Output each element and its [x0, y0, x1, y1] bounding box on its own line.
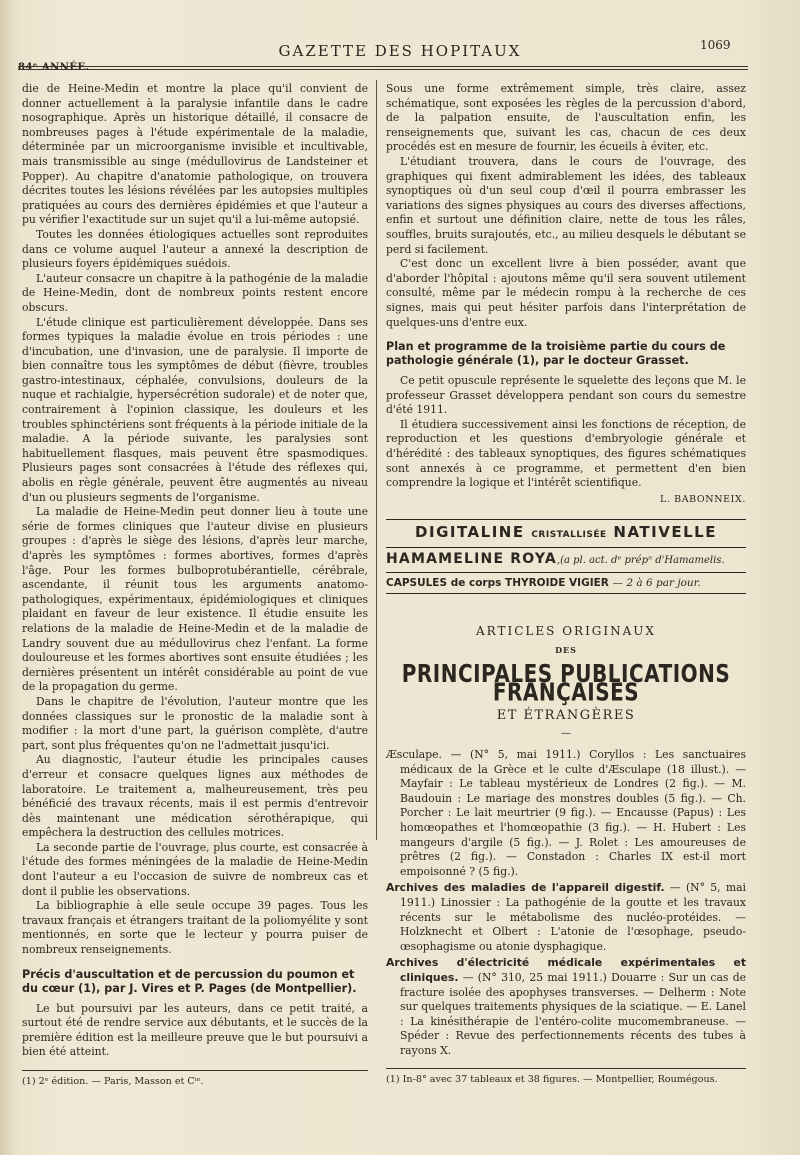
ad-capsules-dose: — 2 à 6 par jour. [612, 577, 701, 590]
precis-heading: Précis d'auscultation et de percussion du poumon et du cœur (1), par J. Vires et P. Pages (de Montpellier). [22, 967, 357, 995]
ad-rule-1 [386, 547, 746, 548]
left-footnote: (1) 2ᵉ édition. — Paris, Masson et Cⁱᵉ. [22, 1076, 204, 1087]
ad-nativelle-word: NATIVELLE [613, 523, 717, 542]
right-footnote: (1) In-8° avec 37 tableaux et 38 figures. — Montpellier, Roumégous. [386, 1074, 718, 1086]
ad-digitaline [386, 522, 746, 545]
articles-main-title: PRINCIPALES PUBLICATIONS FRANÇAISES [401, 657, 731, 706]
signature: L. BABONNEIX. [659, 493, 746, 505]
articles-heading: ARTICLES ORIGINAUX [476, 624, 656, 639]
articles-subtitle: ET ÉTRANGÈRES [496, 707, 636, 723]
footnote-rule [22, 1070, 368, 1071]
ad-rule-top [386, 519, 746, 520]
entry-aesculape: Æsculape. — (N° 5, mai 1911.) Coryllos : Les sanctuaires médicaux de la Grèce et le culte d'Æsculape (18 illust.). — Mayfair : Le tableau mystérieux de Londres (2 fig.). — M. Baudouin : Le mariage des monstres doubles (5 fig.). — Ch. Porcher : Le lait meurtrier (9 fig.). — Encausse (Papus) : Les homœopathes et l'homœopathie (3 fig.). — H. Hubert : Les mangeurs d'argile (5 fig.). — J. Rolet : Les amoureuses de prêtres (2 fig.). — Constadon : Charles IX est-il mort empoisonné ? (5 fig.). [386, 748, 746, 878]
column-divider [376, 80, 377, 840]
header-rule [18, 66, 748, 67]
entry-electricite-title: Archives d'électricité médicale expérimentales et cliniques. [386, 956, 746, 984]
left-paragraph-5: La maladie de Heine-Medin peut donner lieu à toute une série de formes cliniques que l'auteur divise en plusieurs groupes : d'après le siège des lésions, d'après leur marche, d'après les symptômes : formes abortives, formes d'après l'âge. Pour les formes bulboprotubérantielle, cérébrale, ascendante, il réunit tous les arguments anatomo-pathologiques, expérimentaux, épidémiologiques et cliniques plaidant en faveur de leur existence. Il étudie ensuite les relations de la maladie de Heine-Medin et de la maladie de Landry souvent due au médullovirus chez l'enfant. La forme douloureuse et les formes abortives sont ensuite étudiées ; les dernières présentent un intérêt considérable au point de vue de la propagation du germe. [22, 505, 368, 694]
right-paragraph-5: Il étudiera successivement ainsi les fonctions de réception, de reproduction et les questions d'embryologie générale et d'hérédité : des tableaux synoptiques, des figures schématiques sont annexés à ce programme, et permettent d'en bien comprendre la logique et l'intérêt scientifique. [386, 417, 746, 490]
right-paragraph-2: L'étudiant trouvera, dans le cours de l'ouvrage, des graphiques qui fixent admirablement les idées, des tableaux synoptiques où d'un seul coup d'œil il pourra embrasser les variations des signes physiques au cours des diverses affections, enfin et surtout une définition claire, nette de tous les râles, souffles, bruits surajoutés, etc., au milieu desquels le débutant se perd si facilement. [386, 154, 746, 256]
entry-digestif-body: — (N° 5, mai 1911.) Linossier : La pathogénie de la goutte et les travaux récents sur le métabolisme des nucléo-protéides. — Holzknecht et Olbert : L'atonie de l'œsophage, pseudo-œsophagisme ou atonie dysphagique. [400, 881, 747, 953]
left-paragraph-9: La bibliographie à elle seule occupe 39 pages. Tous les travaux français et étrangers traitant de la poliomyélite y sont mentionnés, en sorte que le lecteur y pourra puiser de nombreux renseignements. [22, 899, 368, 957]
left-paragraph-7: Au diagnostic, l'auteur étudie les principales causes d'erreur et consacre quelques lignes aux méthodes de laboratoire. Le traitement a, malheureusement, très peu bénéficié des travaux récents, mais il est permis d'entrevoir dès maintenant une médication sérothérapique, qui empêchera la destruction des cellules motrices. [22, 753, 368, 840]
journal-title: GAZETTE DES HOPITAUX [278, 42, 522, 60]
right-paragraph-3: C'est donc un excellent livre à bien posséder, avant que d'aborder l'hôpital : ajoutons même qu'il sera souvent utilement consulté, même par le médecin rompu à la recherche de ces signes, mais qui peut hésiter parfois dans l'interprétation de quelques-uns d'entre eux. [386, 257, 746, 329]
left-paragraph-2: Toutes les données étiologiques actuelles sont reproduites dans ce volume auquel l'auteur a annexé la description de plusieurs foyers épidémiques suédois. [22, 227, 368, 271]
advertisement-block [386, 519, 746, 594]
ad-cristallisee-word: CRISTALLISÉE [531, 530, 607, 541]
header-rule-double [18, 69, 748, 70]
plan-heading: Plan et programme de la troisième partie du cours de pathologie générale (1), par le docteur Grasset. [386, 340, 726, 368]
ad-rule-bottom [386, 593, 746, 594]
left-column [22, 82, 368, 1088]
articles-des: DES [555, 645, 577, 656]
page-header [0, 38, 800, 78]
entry-electricite-body: — (N° 310, 25 mai 1911.) Douarre : Sur un cas de fracture isolée des apophyses transverses. — Delherm : Note sur quelques traitements physiques de la sciatique. — E. Lanel : La kinésithérapie de l'entéro-colite mucomembraneuse. — Spéder : Revue des perfectionnements récents des tubes à rayons X. [400, 970, 746, 1057]
entry-digestif-title: Archives des maladies de l'appareil digestif. [386, 881, 665, 895]
ad-capsules [386, 575, 746, 591]
left-paragraph-3: L'auteur consacre un chapitre à la pathogénie de la maladie de Heine-Medin, dont de nombreux points restent encore obscurs. [22, 271, 368, 314]
right-column [386, 82, 746, 1086]
left-paragraph-1: die de Heine-Medin et montre la place qu'il convient de donner actuellement à la paralysie infantile dans le cadre nosographique. Après un historique détaillé, il consacre de nombreuses pages à l'étude expérimentale de la maladie, déterminée par un microorganisme invisible et incultivable, mais transmissible au singe (médullovirus de Landsteiner et Popper). Au chapitre d'anatomie pathologique, on trouvera décrites toutes les lésions révélées par les autopsies multiples pratiquées au cours des dernières épidémies et que l'auteur a pu vérifier l'exactitude sur un sujet qu'il a lui-même autopsié. [22, 82, 368, 227]
left-paragraph-10: Le but poursuivi par les auteurs, dans ce petit traité, a surtout été de rendre service aux débutants, et le succès de la première édition est la meilleure preuve que le but poursuivi a bien été atteint. [22, 1001, 368, 1059]
year-label: 84ᵉ ANNÉE. [18, 62, 90, 73]
ad-hamameline-note: ,(a pl. act. dᵉ prépⁿ d'Hamamelis. [556, 555, 725, 567]
ad-digitaline-word: DIGITALINE [415, 523, 525, 542]
right-paragraph-4: Ce petit opuscule représente le squelette des leçons que M. le professeur Grasset développera pendant son cours du semestre d'été 1911. [386, 374, 746, 417]
ad-rule-2 [386, 572, 746, 573]
ad-capsules-word: CAPSULES de corps THYROIDE VIGIER [386, 577, 609, 590]
entry-electricite [386, 956, 746, 1058]
left-paragraph-8: La seconde partie de l'ouvrage, plus courte, est consacrée à l'étude des formes méningées de la maladie de Heine-Medin dont l'auteur a eu l'occasion de suivre de nombreux cas et dont il publie les observations. [22, 840, 368, 898]
left-paragraph-6: Dans le chapitre de l'évolution, l'auteur montre que les données classiques sur le pronostic de la maladie sont à modifier : la mort d'une part, la guérison complète, d'autre part, sont plus fréquentes qu'on ne l'admettait jusqu'ici. [22, 694, 368, 752]
left-paragraph-4: L'étude clinique est particulièrement développée. Dans ses formes typiques la maladie évolue en trois périodes : une d'incubation, une d'invasion, une de paralysie. Il importe de bien connaître tous les symptômes de début (fièvre, troubles gastro-intestinaux, céphalée, convulsions, douleurs de la nuque et rachialgie, hypersécrétion sudorale) et de noter que, contrairement à l'opinion classique, les douleurs et les troubles sphinctériens sont fréquents à la période initiale de la maladie. A la période suivante, les paralysies sont habituellement flasques, mais peuvent être spasmodiques. Plusieurs pages sont consacrées à l'étude des réflexes qui, abolis en règle générale, peuvent être augmentés au niveau d'un ou plusieurs segments de l'organisme. [22, 315, 368, 504]
ad-hamameline [386, 550, 746, 570]
right-paragraph-1: Sous une forme extrêmement simple, très claire, assez schématique, sont exposées les règles de la percussion d'abord, de la palpation ensuite, de l'auscultation enfin, les renseignements que, suivant les cas, chacun de ces deux procédés est en mesure de fournir, les écueils à éviter, etc. [386, 82, 746, 154]
footnote-rule-right [386, 1068, 746, 1069]
articles-dash: — [561, 728, 571, 740]
page-number: 1069 [700, 38, 731, 52]
ad-hamameline-word: HAMAMELINE ROYA [386, 551, 557, 568]
entry-digestif [386, 881, 746, 954]
